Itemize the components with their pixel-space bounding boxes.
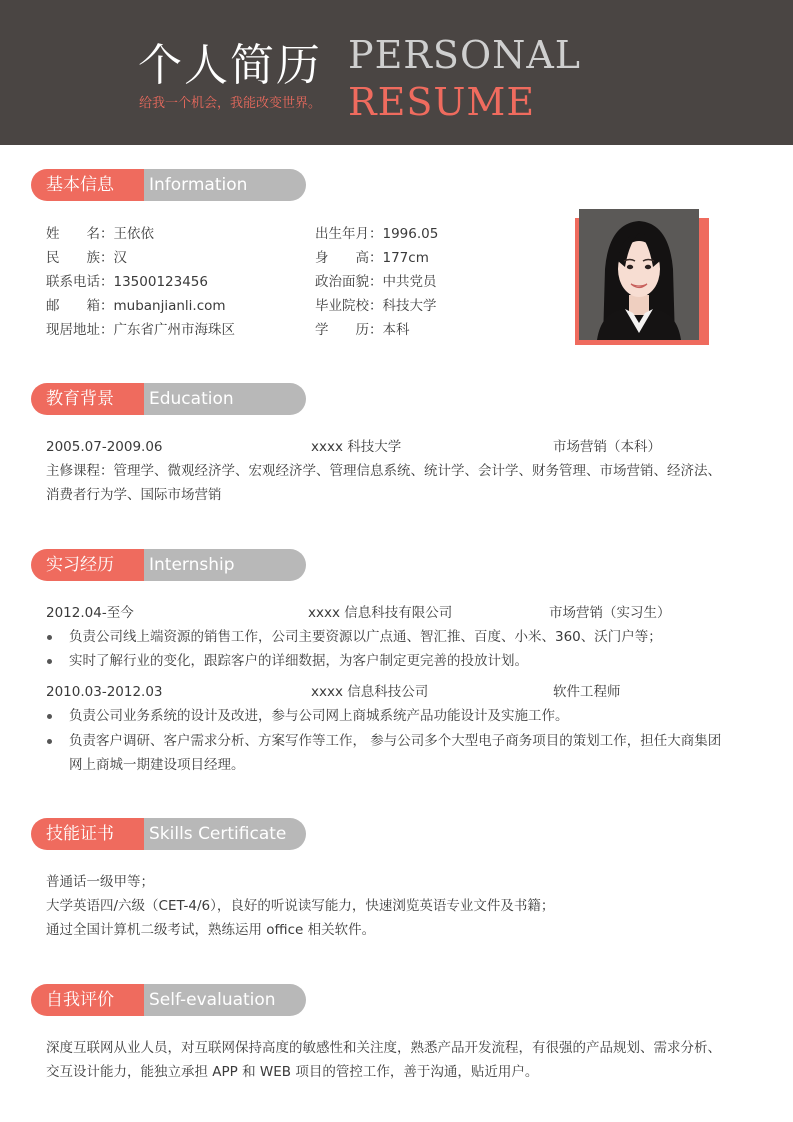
info-value: 本科 [382,322,410,338]
info-email [46,294,226,318]
job2-bullet-continuation: 网上商城一期建设项目经理。 [69,757,245,773]
section-title-en: Education [144,383,306,415]
section-header-basic [31,169,306,201]
info-phone [46,270,208,294]
edu-major: 市场营销（本科） [553,439,661,455]
info-name [46,222,154,246]
info-label: 出生年月： [315,226,383,242]
info-school [315,294,437,318]
job1-role: 市场营销（实习生） [549,605,671,621]
info-value: mubanjianli.com [113,298,226,314]
job2-role: 软件工程师 [553,684,621,700]
header-banner [0,0,793,145]
info-degree [315,318,410,342]
section-header-internship [31,549,306,581]
edu-school: xxxx 科技大学 [311,439,402,455]
title-en-resume: RESUME [348,80,536,124]
info-value: 广东省广州市海珠区 [113,322,235,338]
info-value: 王依依 [113,226,154,242]
info-label: 邮 箱： [46,298,114,314]
section-title-en: Skills Certificate [144,818,306,850]
info-label: 民 族： [46,250,114,266]
skill-item: 通过全国计算机二级考试，熟练运用 office 相关软件。 [46,922,376,938]
info-value: 汉 [113,250,127,266]
info-label: 现居地址： [46,322,114,338]
info-label: 学 历： [315,322,383,338]
edu-courses-line2: 消费者行为学、国际市场营销 [46,487,222,503]
title-cn: 个人简历 [138,40,322,91]
section-header-education [31,383,306,415]
section-title-cn: 基本信息 [31,169,144,201]
section-header-skills [31,818,306,850]
job2-period: 2010.03-2012.03 [46,684,163,700]
title-en-personal: PERSONAL [348,33,582,77]
section-title-cn: 教育背景 [31,383,144,415]
edu-period: 2005.07-2009.06 [46,439,163,455]
portrait-image [579,209,699,340]
job2-bullet: 负责公司业务系统的设计及改进，参与公司网上商城系统产品功能设计及实施工作。 [46,704,746,728]
info-label: 政治面貌： [315,274,383,290]
job2-bullet: 负责客户调研、客户需求分析、方案写作等工作， 参与公司多个大型电子商务项目的策划工作，担任大商集团 [46,729,746,753]
job1-bullet: 负责公司线上端资源的销售工作，公司主要资源以广点通、智汇推、百度、小米、360、沃门户等； [46,625,746,649]
info-ethnicity [46,246,127,270]
info-birth [315,222,438,246]
info-value: 13500123456 [113,274,208,290]
info-label: 联系电话： [46,274,114,290]
job1-period: 2012.04-至今 [46,605,134,621]
section-title-cn: 技能证书 [31,818,144,850]
self-eval-line: 深度互联网从业人员，对互联网保持高度的敏感性和关注度，熟悉产品开发流程，有很强的产品规划、需求分析、 [46,1040,721,1056]
section-title-cn: 实习经历 [31,549,144,581]
edu-courses-line1: 主修课程：管理学、微观经济学、宏观经济学、管理信息系统、统计学、会计学、财务管理、市场营销、经济法、 [46,463,721,479]
info-height [315,246,429,270]
job1-bullet: 实时了解行业的变化，跟踪客户的详细数据，为客户制定更完善的投放计划。 [46,649,746,673]
job1-company: xxxx 信息科技有限公司 [308,605,453,621]
job2-company: xxxx 信息科技公司 [311,684,429,700]
info-value: 科技大学 [382,298,437,314]
section-title-cn: 自我评价 [31,984,144,1016]
slogan: 给我一个机会，我能改变世界。 [139,96,322,111]
info-label: 姓 名： [46,226,114,242]
section-title-en: Self-evaluation [144,984,306,1016]
info-address [46,318,235,342]
info-value: 中共党员 [382,274,437,290]
self-eval-line: 交互设计能力，能独立承担 APP 和 WEB 项目的管控工作，善于沟通，贴近用户。 [46,1064,539,1080]
info-politics [315,270,437,294]
section-header-self-evaluation [31,984,306,1016]
info-label: 身 高： [315,250,383,266]
skill-item: 普通话一级甲等； [46,874,154,890]
info-value: 1996.05 [382,226,439,242]
profile-photo [579,209,699,340]
skill-item: 大学英语四/六级（CET-4/6），良好的听说读写能力，快速浏览英语专业文件及书籍； [46,898,555,914]
section-title-en: Internship [144,549,306,581]
section-title-en: Information [144,169,306,201]
info-value: 177cm [382,250,429,266]
info-label: 毕业院校： [315,298,383,314]
